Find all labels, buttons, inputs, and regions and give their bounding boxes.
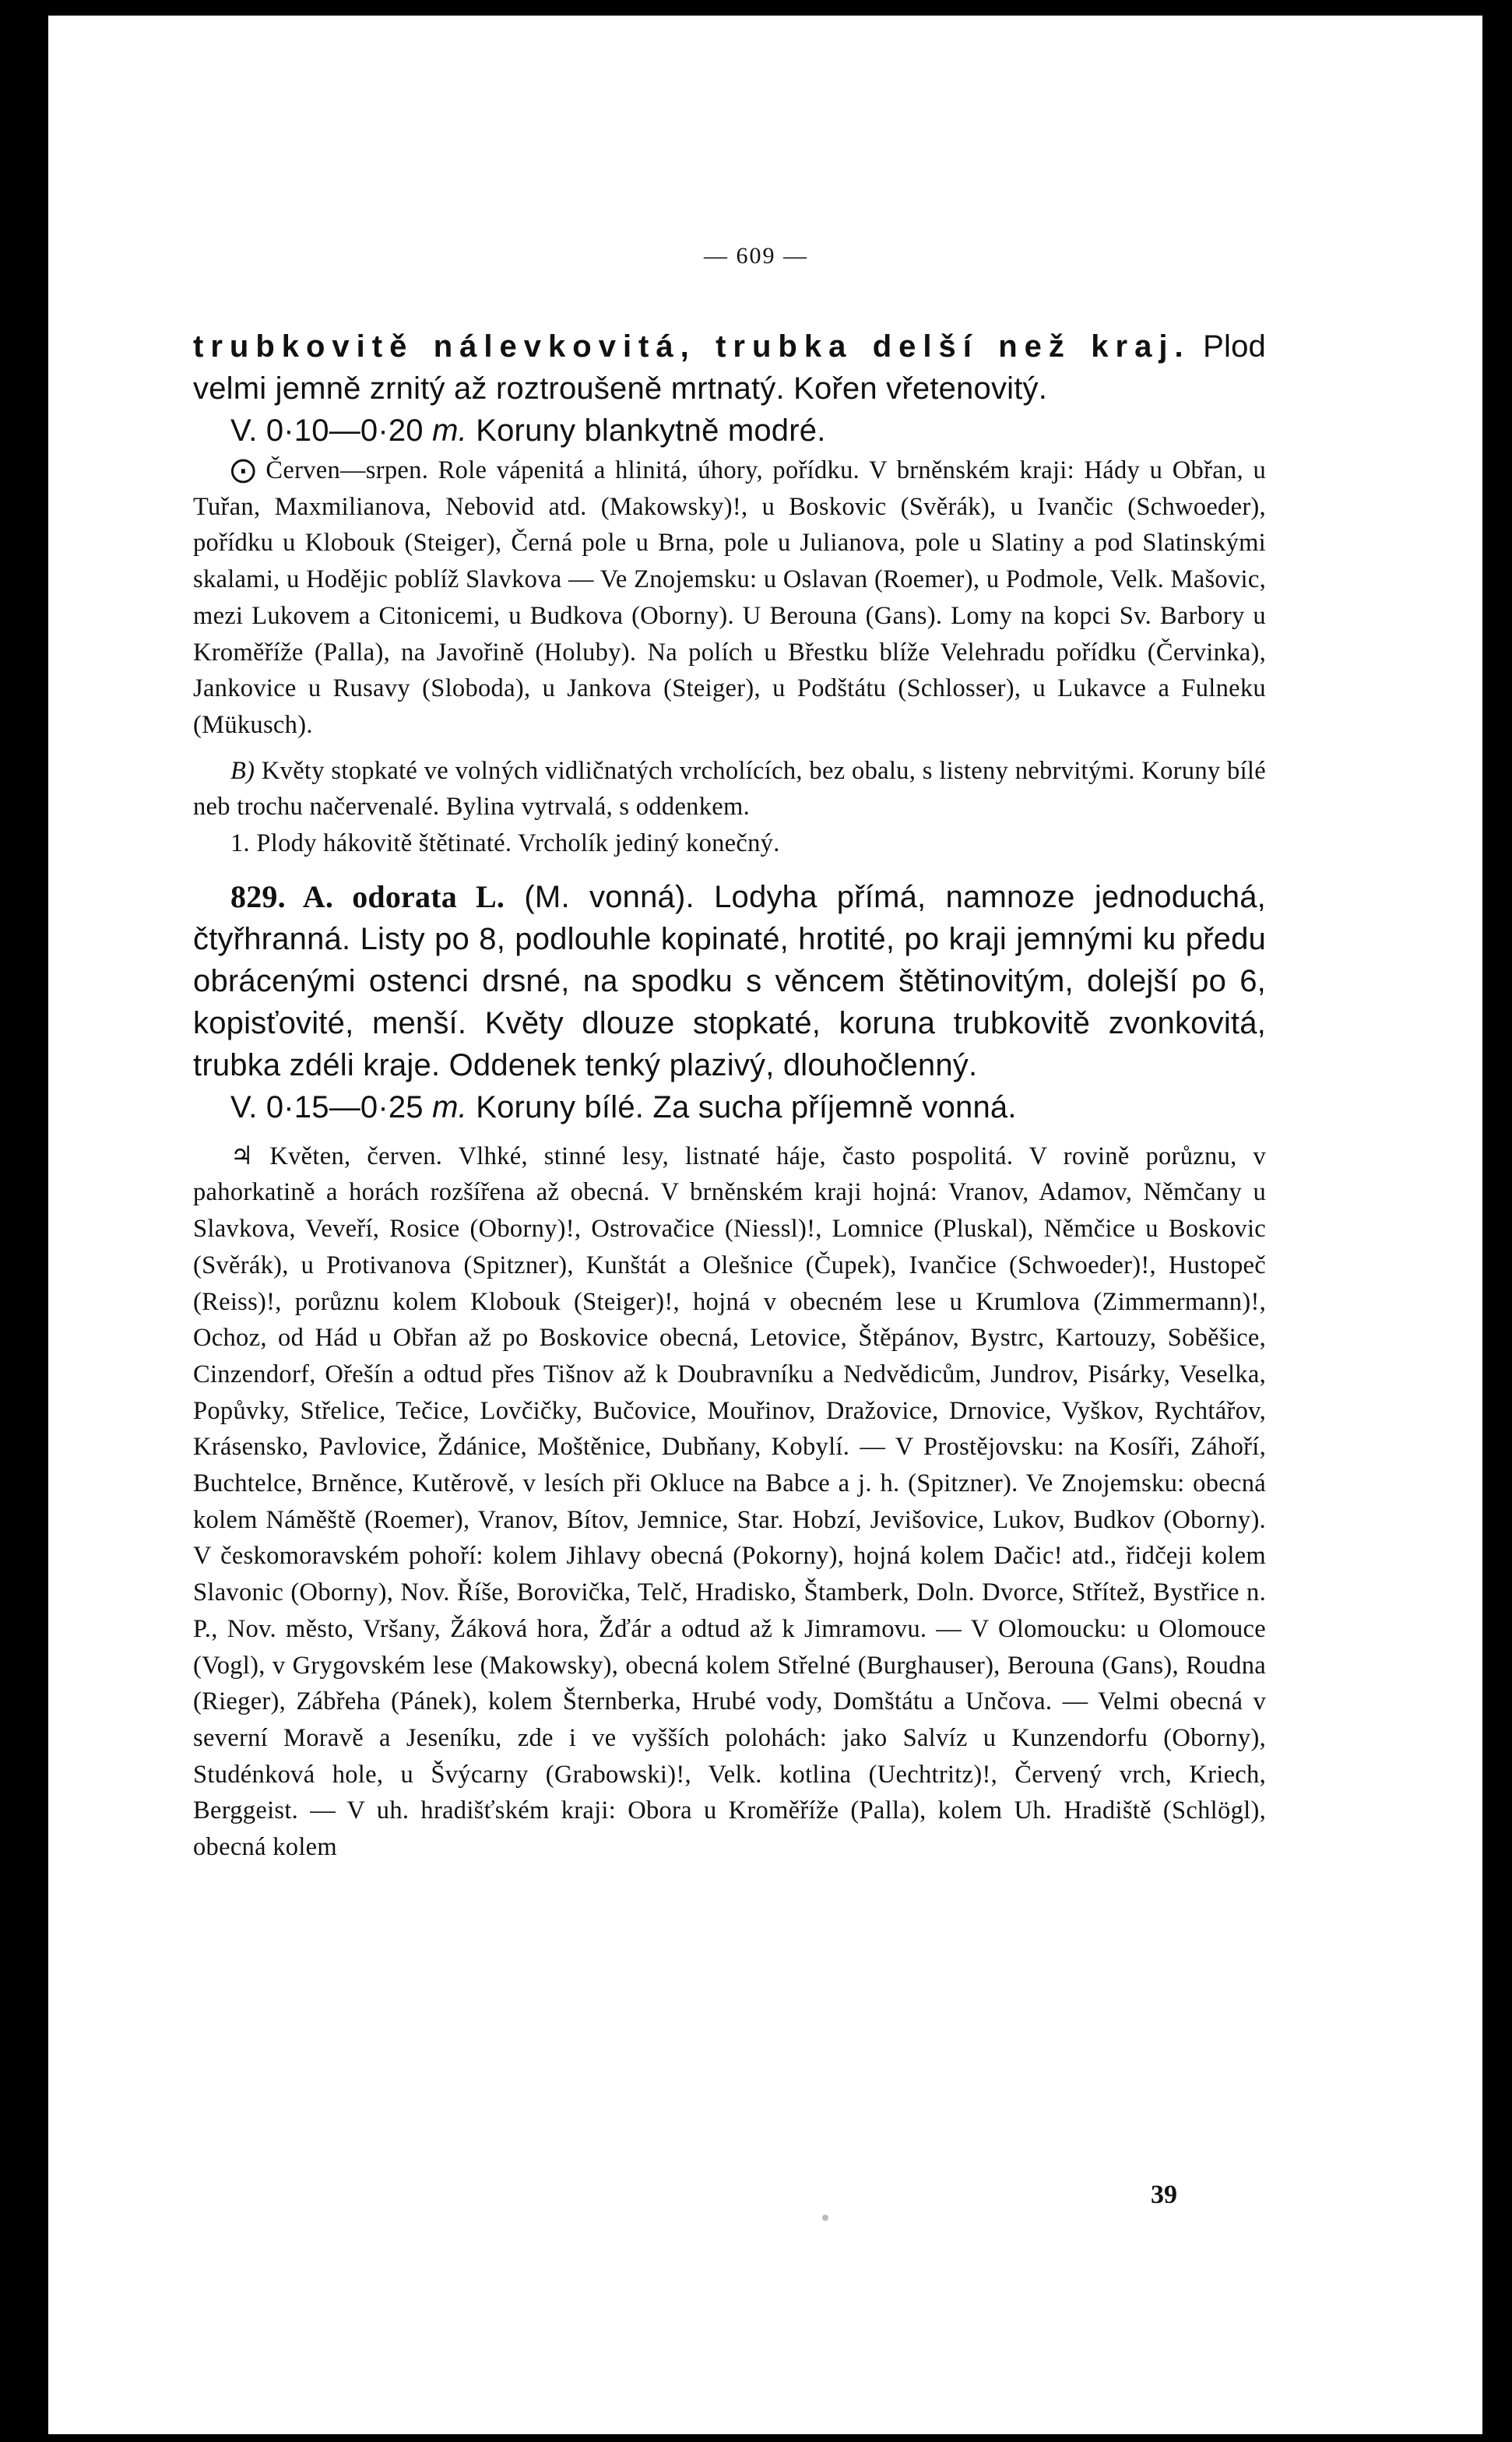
scan-border-right	[1482, 0, 1512, 2442]
paragraph-species-localities	[193, 1138, 1266, 1866]
paragraph-group-b	[193, 753, 1266, 825]
group-label: B)	[230, 756, 255, 785]
scan-border-left	[0, 0, 48, 2442]
page-number-top: — 609 —	[704, 243, 808, 269]
scan-border-top	[0, 0, 1512, 16]
annual-plant-symbol-icon: ⨀	[230, 455, 256, 484]
group-text: Květy stopkaté ve volných vidličnatých vrcholících, bez obalu, s listeny nebrvitými. Koruny bílé neb trochu načervenalé. Bylina vytrvalá, s oddenkem.	[193, 756, 1266, 822]
species-size-text: V. 0·15—0·25	[230, 1089, 433, 1124]
species-name: A. odorata L.	[285, 878, 505, 914]
sheet-signature-number: 39	[1151, 2180, 1177, 2209]
scan-border-bottom	[0, 2434, 1512, 2442]
species-number: 829.	[230, 878, 286, 914]
paragraph-key-1: 1. Plody hákovitě štětinaté. Vrcholík jediný konečný.	[230, 829, 780, 858]
scan-speck	[822, 2215, 828, 2221]
species-size-rest: Koruny bílé. Za sucha příjemně vonná.	[466, 1089, 1017, 1124]
size-text: V. 0·10—0·20	[230, 413, 433, 448]
paragraph-localities	[193, 452, 1266, 744]
paragraph-text: Plod velmi jemně zrnitý až roztroušeně mrtnatý. Kořen vřetenovitý.	[193, 329, 1267, 406]
page-body	[193, 325, 1266, 1866]
paragraph-size	[193, 410, 1266, 452]
species-localities-text: Květen, červen. Vlhké, stinné lesy, listnaté háje, často pospolitá. V rovině porůznu, v pahorkatině a horách rozšířena až obecná. V brněnském kraji hojná: Vranov, Adamov, Němčany u Slavkova, Veveří, Rosice (Oborny)!, Ostrovačice (Niessl)!, Lomnice (Pluskal), Němčice u Boskovic (Svěrák), u Protivanova (Spitzner), Kunštát a Olešnice (Čupek), Ivančice (Schwoeder)!, Hustopeč (Reiss)!, porůznu kolem Klobouk (Steiger)!, hojná v obecném lese u Krumlova (Zimmermann)!, Ochoz, od Hád u Obřan až po Boskovice obecná, Letovice, Štěpánov, Bystrc, Kartouzy, Soběšice, Cinzendorf, Ořešín a odtud přes Tišnov až k Doubravníku a Nedvědicům, Jundrov, Pisárky, Veselka, Popůvky, Střelice, Tečice, Lovčičky, Bučovice, Mouřinov, Dražovice, Drnovice, Vyškov, Rychtářov, Krásensko, Pavlovice, Ždánice, Moštěnice, Dubňany, Kobylí. — V Prostějovsku: na Kosíři, Záhoří, Buchtelce, Brněnce, Kutěrově, v lesích při Okluce na Babce a j. h. (Spitzner). Ve Znojemsku: obecná kolem Náměště (Roemer), Vranov, Bítov, Jemnice, Star. Hobzí, Jevišovice, Lukov, Budkov (Oborny). V českomoravském pohoří: kolem Jihlavy obecná (Pokorny), hojná kolem Dačic! atd., řidčeji kolem Slavonic (Oborny), Nov. Říše, Borovička, Telč, Hradisko, Štamberk, Doln. Dvorce, Střítež, Bystřice n. P., Nov. město, Vršany, Žáková hora, Žďár a odtud až k Jimramovu. — V Olomoucku: u Olomouce (Vogl), v Grygovském lese (Makowsky), obecná kolem Střelné (Burghauser), Berouna (Gans), Roudna (Rieger), Zábřeha (Pánek), kolem Šternberka, Hrubé vody, Domštátu a Unčova. — Velmi obecná v severní Moravě a Jeseníku, zde i ve vyšších polohách: jako Salvíz u Kunzendorfu (Oborny), Studénková hole, u Švýcarny (Grabowski)!, Velk. kotlina (Uechtritz)!, Červený vrch, Kriech, Berggeist. — V uh. hradišťském kraji: Obora u Kroměříže (Palla), kolem Uh. Hradiště (Schlögl), obecná kolem	[193, 1142, 1266, 1862]
paragraph-flower-description	[193, 325, 1266, 410]
localities-text: Červen—srpen. Role vápenitá a hlinitá, úhory, pořídku. V brněnském kraji: Hády u Obřan, u Tuřan, Maxmilianova, Nebovid atd. (Makowsky)!, u Boskovic (Svěrák), u Ivančic (Schwoeder), pořídku u Klobouk (Steiger), Černá pole u Brna, pole u Julianova, pole u Slatiny a pod Slatinskými skalami, u Hodějic poblíž Slavkova — Ve Znojemsku: u Oslavan (Roemer), u Podmole, Velk. Mašovic, mezi Lukovem a Citonicemi, u Budkova (Oborny). U Berouna (Gans). Lomy na kopci Sv. Barbory u Kroměříže (Palla), na Javořině (Holuby). Na polích u Břestku blíže Velehradu pořídku (Červinka), Jankovice u Rusavy (Sloboda), u Jankova (Steiger), u Podštátu (Schlosser), u Lukavce a Fulneku (Mükusch).	[193, 456, 1266, 739]
perennial-plant-symbol-icon: ♃	[230, 1140, 254, 1170]
paragraph-species-829	[193, 876, 1266, 1086]
spaced-emphasis: trubkovitě nálevkovitá, trubka delší než kraj.	[193, 329, 1190, 364]
unit-label: m.	[432, 413, 467, 448]
paragraph-species-size	[193, 1086, 1266, 1128]
species-description: (M. vonná). Lodyha přímá, namnoze jednoduchá, čtyřhranná. Listy po 8, podlouhle kopinaté, hrotité, po kraji jemnými ku předu obrácenými ostenci drsné, na spodku s věncem štětinovitým, dolejší po 6, kopisťovité, menší. Květy dlouze stopkaté, koruna trubkovitě zvonkovitá, trubka zdéli kraje. Oddenek tenký plazivý, dlouhočlenný.	[193, 879, 1266, 1082]
species-unit-label: m.	[432, 1089, 467, 1124]
size-rest: Koruny blankytně modré.	[466, 413, 826, 448]
